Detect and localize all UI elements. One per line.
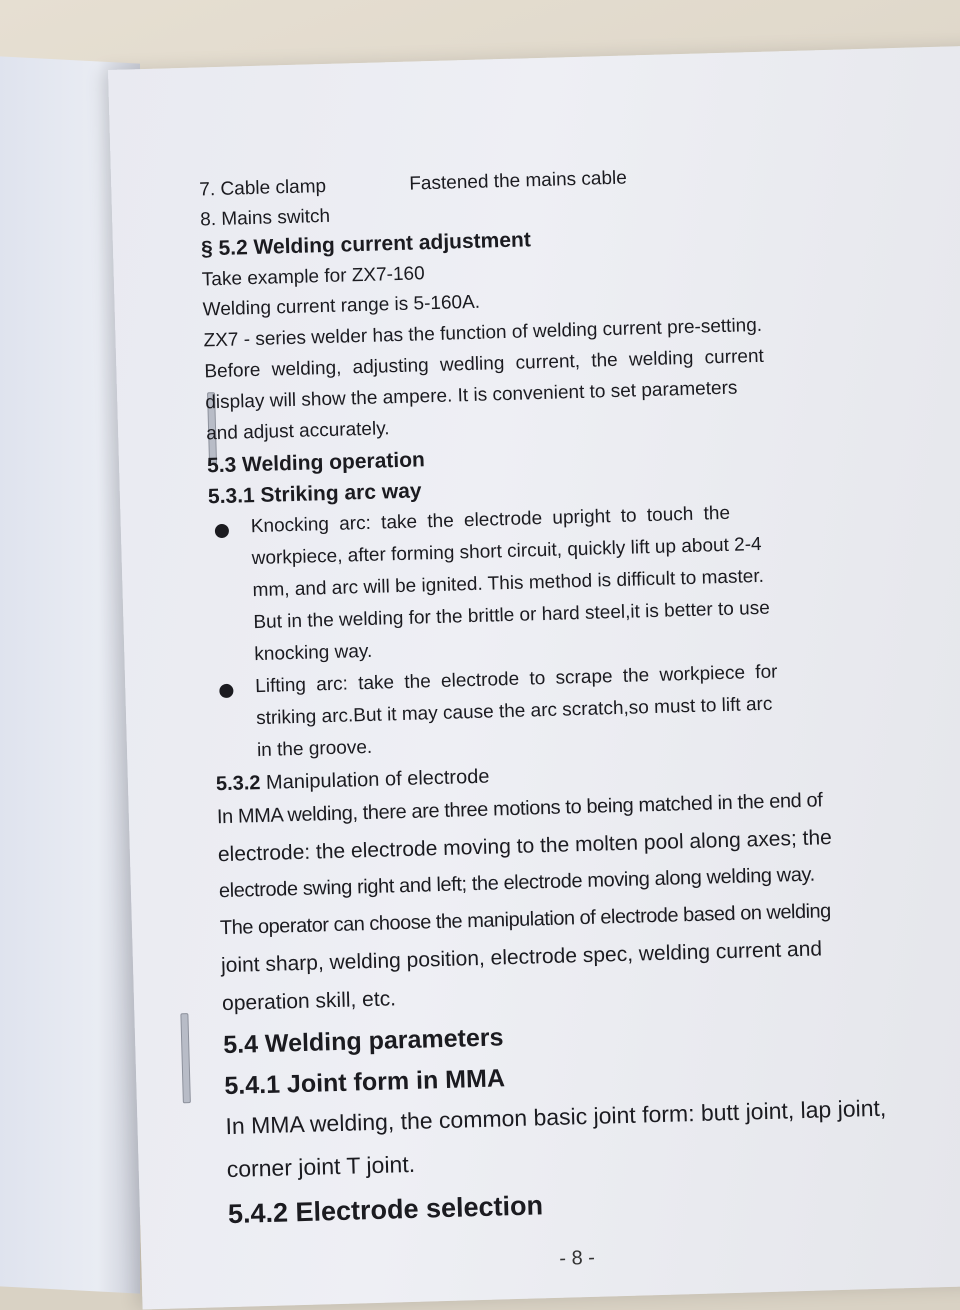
paragraph-line: The operator can choose the manipulation of electrode based on welding: [219, 900, 832, 940]
bullet-icon: [219, 684, 233, 698]
paragraph-line: electrode swing right and left; the electrode moving along welding way.: [218, 863, 816, 903]
bullet-line: Knocking arc: take the electrode upright to touch the: [250, 502, 731, 538]
paragraph-line: operation skill, etc.: [221, 987, 397, 1016]
section-heading-5-2: § 5.2 Welding current adjustment: [200, 228, 532, 261]
bullet-line: mm, and arc will be ignited. This method is difficult to master.: [252, 565, 765, 602]
section-heading-5-3: 5.3 Welding operation: [206, 448, 426, 478]
subsection-heading-5-4-2: 5.4.2 Electrode selection: [227, 1190, 544, 1230]
paragraph-line: electrode: the electrode moving to the molten pool along axes; the: [217, 826, 833, 867]
bullet-line: knocking way.: [254, 640, 373, 666]
bullet-line: workpiece, after forming short circuit, quickly lift up about 2-4: [251, 533, 762, 570]
paragraph-line: and adjust accurately.: [205, 418, 390, 445]
paragraph-line: joint sharp, welding position, electrode spec, welding current and: [220, 937, 823, 978]
subsection-heading-5-3-1: 5.3.1 Striking arc way: [207, 479, 422, 509]
manual-page: [108, 45, 960, 1309]
subsection-heading-5-3-2: [216, 766, 490, 797]
subsection-title: Manipulation of electrode: [265, 765, 490, 794]
paragraph-line: ZX7 - series welder has the function of welding current pre-setting.: [203, 314, 763, 352]
parts-item-7: [199, 167, 628, 202]
staple: [180, 1013, 191, 1103]
part-number: 8.: [199, 209, 217, 231]
page-content: [199, 158, 959, 1270]
part-function: Fastened the mains cable: [409, 167, 628, 195]
paragraph-line: Take example for ZX7-160: [201, 263, 425, 291]
bullet-line: Lifting arc: take the electrode to scrape the workpiece for: [254, 661, 778, 698]
bullet-line: But in the welding for the brittle or hard steel,it is better to use: [253, 597, 771, 634]
subsection-number: 5.3.2: [215, 772, 261, 796]
page-number: - 8 -: [559, 1246, 596, 1270]
paragraph-line: In MMA welding, the common basic joint form: butt joint, lap joint,: [225, 1094, 887, 1140]
bullet-line: in the groove.: [256, 736, 373, 762]
part-name: Cable clamp: [220, 175, 327, 200]
bullet-icon: [215, 524, 229, 538]
paragraph-line: display will show the ampere. It is convenient to set parameters: [205, 377, 738, 414]
part-name: Mains switch: [221, 205, 331, 230]
subsection-heading-5-4-1: 5.4.1 Joint form in MMA: [224, 1064, 506, 1101]
paragraph-line: Welding current range is 5-160A.: [202, 291, 481, 321]
part-number: 7.: [199, 179, 216, 201]
bullet-line: striking arc.But it may cause the arc scratch,so must to lift arc: [255, 693, 773, 730]
parts-item-8: [200, 206, 330, 232]
section-heading-5-4: 5.4 Welding parameters: [222, 1023, 504, 1060]
paragraph-line: In MMA welding, there are three motions to being matched in the end of: [216, 789, 823, 829]
paragraph-line: Before welding, adjusting wedling current, the welding current: [204, 345, 765, 383]
paragraph-line: corner joint T joint.: [226, 1150, 416, 1183]
